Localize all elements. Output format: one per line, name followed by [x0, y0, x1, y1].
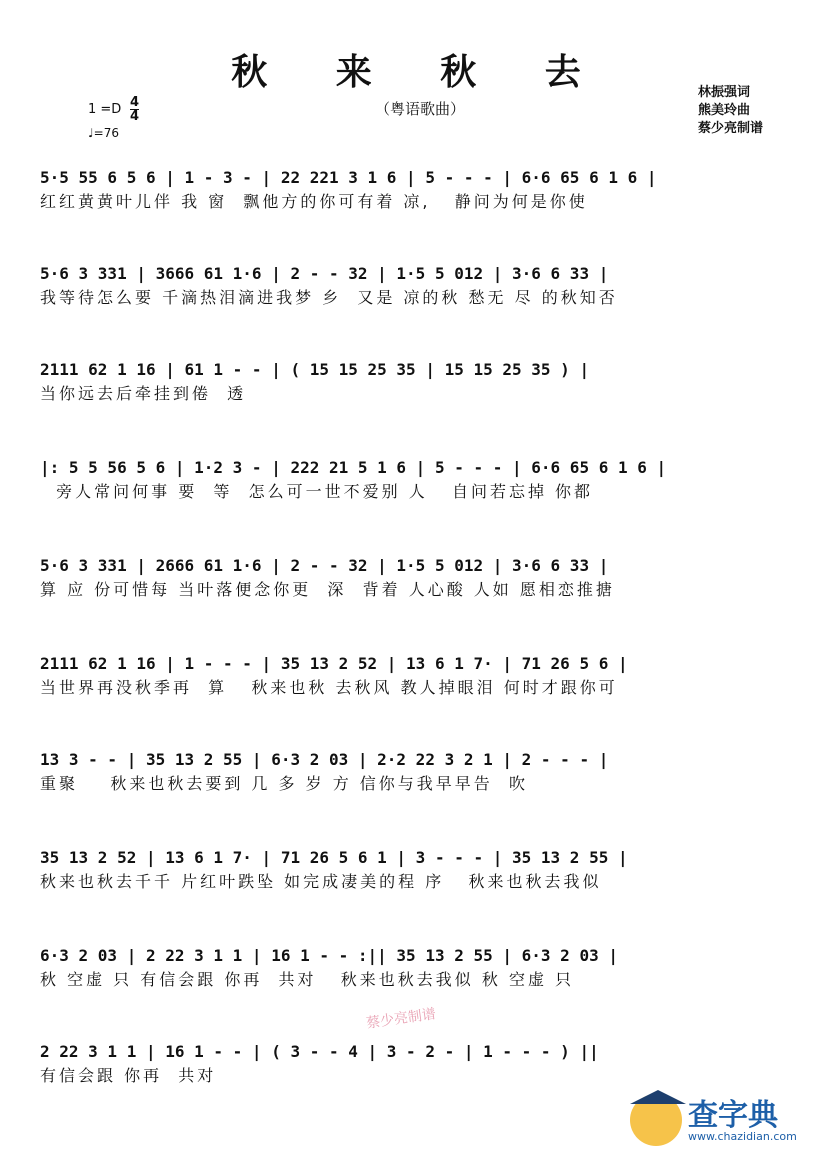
lyrics: 秋来也秋去千千 片红叶跌坠 如完成凄美的程 序 秋来也秋去我似	[40, 872, 602, 891]
lyrics: 旁人常问何事 要 等 怎么可一世不爱别 人 自问若忘掉 你都	[40, 482, 594, 501]
lyrics: 红红黄黄叶儿伴 我 窗 飘他方的你可有着 凉, 静问为何是你使	[40, 192, 588, 211]
composer-credit: 熊美玲曲	[698, 103, 751, 118]
notes: 2111 62 1 16 | 61 1 - - | ( 15 15 25 35 | 15 15 25 35 ) |	[40, 360, 590, 379]
notes: |: 5 5 56 5 6 | 1·2 3 - | 222 21 5 1 6 | 5 - - - | 6·6 65 6 1 6 |	[40, 458, 667, 477]
song-subtitle: （粤语歌曲）	[374, 100, 465, 118]
lyricist-credit: 林振强词	[698, 85, 751, 100]
lyrics: 算 应 份可惜每 当叶落便念你更 深 背着 人心酸 人如 愿相恋推搪	[40, 580, 615, 599]
lyrics: 我等待怎么要 千滴热泪滴进我梦 乡 又是 凉的秋 愁无 尽 的秋知否	[40, 288, 618, 307]
key-signature: 1 =D	[88, 102, 122, 117]
notes: 5·5 55 6 5 6 | 1 - 3 - | 22 221 3 1 6 | 5 - - - | 6·6 65 6 1 6 |	[40, 168, 657, 187]
notes: 2111 62 1 16 | 1 - - - | 35 13 2 52 | 13 6 1 7· | 71 26 5 6 |	[40, 654, 628, 673]
graduation-cap-icon	[630, 1090, 686, 1104]
score-row	[40, 262, 800, 310]
watermark: 蔡少亮制谱	[365, 1006, 437, 1032]
score-row	[40, 846, 800, 894]
logo-url: www.chazidian.com	[688, 1130, 797, 1143]
score-row	[40, 358, 800, 406]
transcriber-credit: 蔡少亮制谱	[698, 121, 764, 136]
score-row	[40, 166, 800, 214]
tempo-marking: ♩=76	[88, 126, 119, 140]
score-row	[40, 748, 800, 796]
site-logo	[626, 1088, 826, 1158]
notes: 2 22 3 1 1 | 16 1 - - | ( 3 - - 4 | 3 - 2 - | 1 - - - ) ||	[40, 1042, 599, 1061]
lyrics: 秋 空虚 只 有信会跟 你再 共对 秋来也秋去我似 秋 空虚 只	[40, 970, 575, 989]
score-row	[40, 456, 800, 504]
notes: 35 13 2 52 | 13 6 1 7· | 71 26 5 6 1 | 3 - - - | 35 13 2 55 |	[40, 848, 628, 867]
time-signature-bottom: 4	[130, 109, 140, 124]
score-row	[40, 554, 800, 602]
lyrics: 当世界再没秋季再 算 秋来也秋 去秋风 教人掉眼泪 何时才跟你可	[40, 678, 618, 697]
score-row	[40, 652, 800, 700]
notes: 5·6 3 331 | 2666 61 1·6 | 2 - - 32 | 1·5 5 012 | 3·6 6 33 |	[40, 556, 609, 575]
notes: 13 3 - - | 35 13 2 55 | 6·3 2 03 | 2·2 22 3 2 1 | 2 - - - |	[40, 750, 609, 769]
notes: 6·3 2 03 | 2 22 3 1 1 | 16 1 - - :|| 35 13 2 55 | 6·3 2 03 |	[40, 946, 618, 965]
score-row	[40, 1040, 800, 1088]
lyrics: 重聚 秋来也秋去要到 几 多 岁 方 信你与我早早告 吹	[40, 774, 528, 793]
lyrics: 当你远去后牵挂到倦 透	[40, 384, 247, 403]
logo-name: 查字典	[688, 1098, 778, 1133]
time-signature-top: 4	[130, 95, 140, 110]
score-row	[40, 944, 800, 992]
credits	[698, 84, 763, 138]
song-title: 秋 来 秋 去	[231, 52, 609, 93]
lyrics: 有信会跟 你再 共对	[40, 1066, 217, 1085]
time-signature	[130, 96, 139, 123]
notes: 5·6 3 331 | 3666 61 1·6 | 2 - - 32 | 1·5 5 012 | 3·6 6 33 |	[40, 264, 609, 283]
